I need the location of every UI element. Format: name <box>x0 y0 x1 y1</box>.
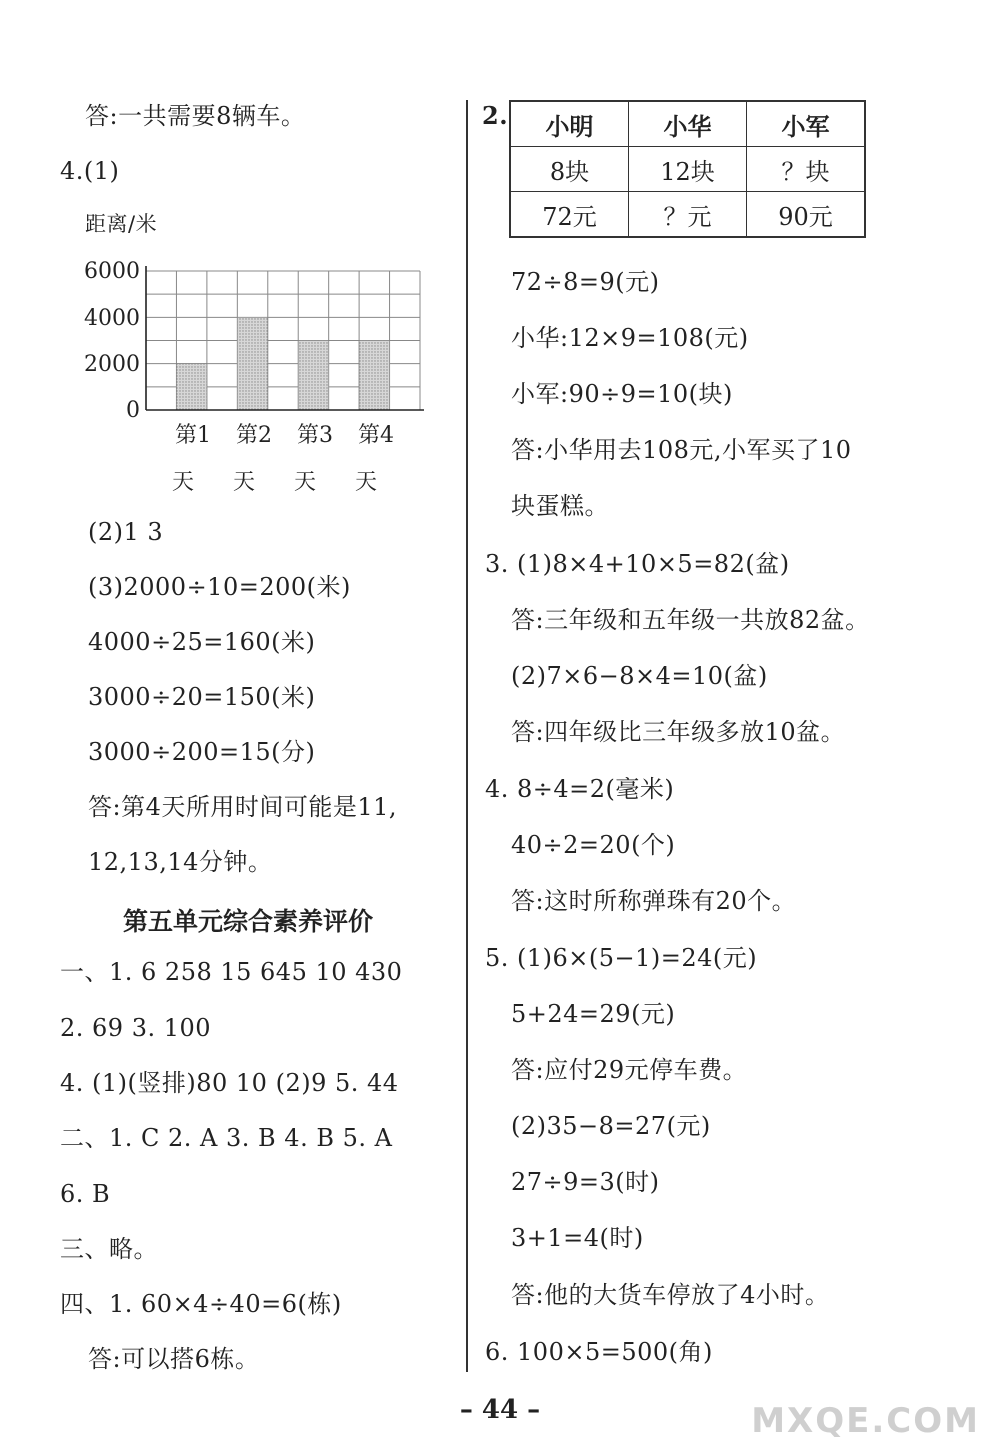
y-tick-0: 0 <box>126 398 140 423</box>
table-cell: 90元 <box>747 192 866 238</box>
answer-line: 答:第4天所用时间可能是11, <box>88 793 398 821</box>
answer-line: 答:可以搭6栋。 <box>88 1345 260 1373</box>
page-number: – 44 – <box>459 1395 541 1425</box>
equation-line: 3. (1)8×4+10×5=82(盆) <box>485 550 790 578</box>
table-cell: ？元 <box>629 192 747 238</box>
equation-line: 3000÷200=15(分) <box>88 738 316 766</box>
equation-line: 3+1=4(时) <box>511 1224 644 1252</box>
watermark-logo: MXQE.COM <box>751 1401 980 1441</box>
equation-line: (2)7×6−8×4=10(盆) <box>511 662 768 690</box>
equation-line: (3)2000÷10=200(米) <box>88 573 351 601</box>
x-tick-day2-top: 第2 <box>236 423 272 448</box>
table-row <box>510 101 865 147</box>
equation-line: 3000÷20=150(米) <box>88 683 316 711</box>
x-tick-day3-bottom: 天 <box>293 470 316 495</box>
table-row <box>510 147 865 192</box>
answer-line: 4. (1)(竖排)80 10 (2)9 5. 44 <box>60 1069 399 1097</box>
equation-line: 72÷8=9(元) <box>511 268 660 296</box>
x-tick-day1-bottom: 天 <box>171 470 194 495</box>
equation-line: 4000÷25=160(米) <box>88 628 316 656</box>
question-number: 2. <box>482 101 509 130</box>
equation-line: 5+24=29(元) <box>511 1000 676 1028</box>
answer-line: 三、略。 <box>60 1235 158 1263</box>
y-tick-4000: 4000 <box>84 306 140 331</box>
answer-line: 块蛋糕。 <box>511 492 609 520</box>
equation-line: 小军:90÷9=10(块) <box>511 380 733 408</box>
table-cell: 小明 <box>510 101 629 147</box>
answer-line: 答:一共需要8辆车。 <box>85 102 306 130</box>
answer-line: 一、1. 6 258 15 645 10 430 <box>60 958 403 986</box>
answer-line: 二、1. C 2. A 3. B 4. B 5. A <box>60 1124 393 1152</box>
x-tick-day4-bottom: 天 <box>354 470 377 495</box>
bar-day-1 <box>176 364 206 410</box>
column-divider <box>466 100 468 1372</box>
table-cell: 72元 <box>510 192 629 238</box>
bar-day-3 <box>298 341 328 411</box>
answer-line: 答:三年级和五年级一共放82盆。 <box>511 606 870 634</box>
answer-line: 答:他的大货车停放了4小时。 <box>511 1281 830 1309</box>
answer-line: 答:四年级比三年级多放10盆。 <box>511 718 846 746</box>
bar-day-2 <box>237 317 267 410</box>
x-tick-day2-bottom: 天 <box>232 470 255 495</box>
table-cell: 8块 <box>510 147 629 192</box>
x-tick-day1-top: 第1 <box>175 423 211 448</box>
equation-line: 小华:12×9=108(元) <box>511 324 749 352</box>
equation-line: 40÷2=20(个) <box>511 831 676 859</box>
answer-line: 答:这时所称弹珠有20个。 <box>511 887 797 915</box>
equation-line: (2)35−8=27(元) <box>511 1112 711 1140</box>
x-tick-day3-top: 第3 <box>297 423 333 448</box>
answer-line: 答:小华用去108元,小军买了10 <box>511 436 852 464</box>
answer-line: 2. 69 3. 100 <box>60 1014 212 1042</box>
y-tick-6000: 6000 <box>84 259 140 284</box>
answer-line: 6. B <box>60 1180 111 1208</box>
answer-line: 12,13,14分钟。 <box>88 848 273 876</box>
table-cell: 小军 <box>747 101 866 147</box>
equation-line: 4. 8÷4=2(毫米) <box>485 775 675 803</box>
chart-y-axis-label: 距离/米 <box>85 212 158 236</box>
bar-day-4 <box>359 341 389 411</box>
equation-line: 6. 100×5=500(角) <box>485 1338 713 1366</box>
x-tick-day4-top: 第4 <box>358 423 394 448</box>
table-cell: 12块 <box>629 147 747 192</box>
table-row <box>510 192 865 238</box>
table-cell: ？块 <box>747 147 866 192</box>
distance-bar-chart <box>140 264 430 414</box>
equation-line: 27÷9=3(时) <box>511 1168 660 1196</box>
answer-line: (2)1 3 <box>88 518 164 546</box>
section-title: 第五单元综合素养评价 <box>123 907 374 936</box>
answer-line: 答:应付29元停车费。 <box>511 1056 748 1084</box>
equation-line: 5. (1)6×(5−1)=24(元) <box>485 944 758 972</box>
equation-line: 四、1. 60×4÷40=6(栋) <box>60 1290 342 1318</box>
price-table <box>509 100 866 238</box>
question-number: 4.(1) <box>60 157 120 185</box>
table-cell: 小华 <box>629 101 747 147</box>
y-tick-2000: 2000 <box>84 352 140 377</box>
